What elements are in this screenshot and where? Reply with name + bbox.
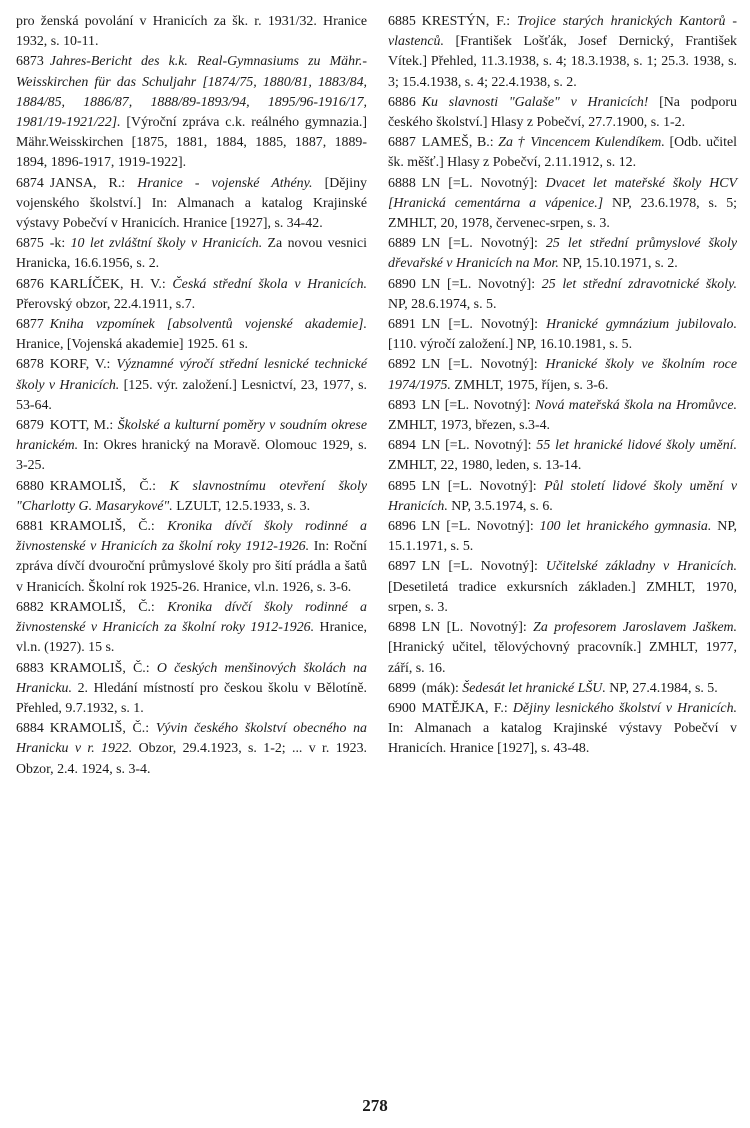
entry-text: [Výroční zpráva c.k. reálného gymnazia.] Mähr.Weisskirchen [1875, 1881, 1884, 1885, 1887, 1889-1894, 1896-1917, 1919-1922]. — [16, 115, 367, 171]
entry-title: Nová mateřská škola na Hromůvce. — [535, 397, 737, 413]
entry-text: NP, 27.4.1984, s. 5. — [605, 680, 718, 696]
entry-title: Za profesorem Jaroslavem Jaškem. — [533, 620, 738, 636]
entry-text: MATĚJKA, F.: — [421, 700, 513, 716]
entry-text: LN [=L. Novotný]: — [421, 397, 536, 413]
bibliography-entry — [16, 174, 367, 235]
entry-number: 6875 — [16, 236, 44, 252]
entry-text: NP, 28.6.1974, s. 5. — [388, 296, 497, 312]
entry-text: KARLÍČEK, H. V.: — [49, 276, 173, 292]
entry-text: KRAMOLIŠ, Č.: — [49, 660, 157, 676]
entry-text: In: Almanach a katalog Krajinské výstavy Pobečví v Hranicích. Hranice [1927], s. 43-48. — [388, 721, 737, 757]
bibliography-entry — [388, 174, 737, 235]
entry-text: Hranice, [Vojenská akademie] 1925. 61 s. — [16, 337, 248, 353]
entry-text: Za novou vesnici Hranicka, 16.6.1956, s. 2. — [16, 236, 368, 272]
entry-number: 6879 — [16, 418, 44, 434]
entry-text: In: Okres hranický na Moravě. Olomouc 1929, s. 3-25. — [16, 438, 367, 474]
entry-text: NP, 15.10.1971, s. 2. — [558, 256, 678, 272]
entry-title: Kniha vzpomínek [absolventů vojenské akademie]. — [49, 317, 367, 333]
entry-number: 6889 — [388, 236, 416, 252]
right-column — [388, 12, 737, 760]
entry-text: In: Roční zpráva dívčí dvouroční průmyslové školy pro šití prádla a šatů v Hranicích. Školní rok 1925-26. Hranice, vl.n. 1926, s. 3-6. — [16, 539, 367, 595]
entry-title: Půl století lidové školy umění v Hranicích. — [388, 478, 737, 514]
entry-text: ZMHLT, 22, 1980, leden, s. 13-14. — [388, 458, 582, 474]
bibliography-entry — [388, 517, 737, 557]
bibliography-entry — [16, 12, 367, 52]
entry-text: JANSA, R.: — [49, 175, 138, 191]
entry-text: LN [=L. Novotný]: — [421, 559, 546, 575]
entry-title: 55 let hranické lidové školy umění. — [536, 438, 737, 454]
entry-text: NP, 3.5.1974, s. 6. — [447, 498, 553, 514]
entry-title: O českých menšinových školách na Hranicku. — [16, 660, 367, 696]
bibliography-entry — [16, 52, 367, 173]
entry-number: 6873 — [16, 54, 44, 70]
entry-text: KOTT, M.: — [49, 418, 118, 434]
entry-text: NP, 15.1.1971, s. 5. — [388, 519, 737, 555]
entry-title: 10 let zvláštní školy v Hranicích. — [70, 236, 263, 252]
entry-text: KRAMOLIŠ, Č.: — [49, 519, 168, 535]
entry-number: 6882 — [16, 599, 44, 615]
entry-number: 6881 — [16, 519, 44, 535]
entry-number: 6892 — [388, 357, 416, 373]
entry-text: KRAMOLIŠ, Č.: — [49, 721, 156, 737]
entry-text: KRAMOLIŠ, Č.: — [49, 478, 170, 494]
entry-number: 6888 — [388, 175, 416, 191]
entry-text: pro ženská povolání v Hranicích za šk. r. 1931/32. Hranice 1932, s. 10-11. — [16, 14, 367, 50]
bibliography-entry — [388, 93, 737, 133]
entry-title: Hranice - vojenské Athény. — [137, 175, 313, 191]
entry-number: 6897 — [388, 559, 416, 575]
entry-number: 6890 — [388, 276, 416, 292]
entry-number: 6878 — [16, 357, 44, 373]
bibliography-entry — [16, 659, 367, 720]
bibliography-entry — [388, 679, 737, 699]
entry-text: -k: — [49, 236, 71, 252]
entry-number: 6900 — [388, 700, 416, 716]
entry-text: Obzor, 29.4.1923, s. 1-2; ... v r. 1923. Obzor, 2.4. 1924, s. 3-4. — [16, 741, 368, 777]
bibliography-entry — [16, 517, 367, 598]
entry-title: 25 let střední zdravotnické školy. — [541, 276, 737, 292]
entry-text: Hranice, vl.n. (1927). 15 s. — [16, 620, 367, 656]
entry-text: LN [L. Novotný]: — [421, 620, 534, 636]
entry-text: LAMEŠ, B.: — [421, 135, 499, 151]
entry-title: Hranické školy ve školním roce 1974/1975. — [388, 357, 737, 393]
bibliography-entry — [388, 699, 737, 760]
bibliography-entry — [16, 315, 367, 355]
entry-text: LN [=L. Novotný]: — [421, 357, 546, 373]
entry-title: Jahres-Bericht des k.k. Real-Gymnasiums zu Mähr.-Weisskirchen für das Schuljahr [1874/75, 1880/81, 1883/84, 1884/85, 1886/87, 1888/89-1893/94, 1895/96-1916/17, 1981/19-1921/22]. — [16, 54, 367, 131]
entry-text: KRAMOLIŠ, Č.: — [49, 599, 168, 615]
entry-title: Dějiny lesnického školství v Hranicích. — [512, 700, 737, 716]
entry-text: LN [=L. Novotný]: — [421, 317, 547, 333]
entry-text: LN [=L. Novotný]: — [421, 236, 546, 252]
bibliography-entry — [16, 477, 367, 517]
entry-text: [110. výročí založení.] NP, 16.10.1981, s. 5. — [388, 337, 633, 353]
entry-title: K slavnostnímu otevření školy "Charlotty G. Masarykové". — [16, 478, 367, 514]
entry-text: [Odb. učitel šk. měšť.] Hlasy z Pobečví, 2.11.1912, s. 12. — [388, 135, 738, 171]
entry-text: [125. výr. založení.] Lesnictví, 23, 1977, s. 53-64. — [16, 377, 368, 413]
entry-text: ZMHLT, 1973, březen, s.3-4. — [388, 418, 551, 434]
entry-text: LN [=L. Novotný]: — [421, 276, 542, 292]
entry-number: 6874 — [16, 175, 44, 191]
bibliography-entry — [388, 618, 737, 679]
entry-number: 6895 — [388, 478, 416, 494]
entry-title: Ku slavnosti "Galaše" v Hranicích! — [421, 94, 649, 110]
bibliography-entry — [388, 315, 737, 355]
bibliography-entry — [388, 12, 737, 93]
entry-text: [Desetiletá tradice exkursních základen.] ZMHLT, 1970, srpen, s. 3. — [388, 579, 737, 615]
entry-title: Učitelské základny v Hranicích. — [545, 559, 737, 575]
entry-title: 25 let střední průmyslové školy dřevařské v Hranicích na Mor. — [388, 236, 737, 272]
entry-text: KORF, V.: — [49, 357, 117, 373]
entry-text: 2. Hledání místností pro českou školu v Bělotíně. Přehled, 9.7.1932, s. 1. — [16, 680, 367, 716]
bibliography-entry — [16, 234, 367, 274]
entry-title: Školské a kulturní poměry v soudním okrese hranickém. — [16, 418, 367, 454]
entry-text: LN [=L. Novotný]: — [421, 175, 546, 191]
bibliography-entry — [16, 719, 367, 780]
page-number: 278 — [362, 1096, 388, 1115]
entry-text: [František Lošťák, Josef Dernický, František Vítek.] Přehled, 11.3.1938, s. 4; 18.3.1938, s. 1; 25.3. 1938, s. 3; 15.4.1938, s. 4; 22.4.1938, s. 2. — [388, 34, 737, 90]
entry-text: LZULT, 12.5.1933, s. 3. — [172, 498, 311, 514]
entry-text: LN [=L. Novotný]: — [421, 519, 540, 535]
entry-number: 6886 — [388, 94, 416, 110]
entry-number: 6877 — [16, 317, 44, 333]
bibliography-entry — [388, 275, 737, 315]
entry-number: 6893 — [388, 397, 416, 413]
entry-text: (mák): — [421, 680, 463, 696]
entry-title: Za † Vincencem Kulendíkem. — [498, 135, 665, 151]
entry-text: LN [=L. Novotný]: — [421, 478, 545, 494]
entry-text: KRESTÝN, F.: — [421, 14, 518, 29]
entry-number: 6887 — [388, 135, 416, 151]
bibliography-entry — [16, 416, 367, 477]
entry-title: Dvacet let mateřské školy HCV [Hranická cementárna a vápenice.] — [388, 175, 737, 211]
bibliography-entry — [16, 355, 367, 416]
entry-title: Hranické gymnázium jubilovalo. — [546, 317, 737, 333]
entry-number: 6880 — [16, 478, 44, 494]
bibliography-entry — [16, 275, 367, 315]
entry-text: [Na podporu českého školství.] Hlasy z Pobečví, 27.7.1900, s. 1-2. — [388, 94, 737, 131]
entry-title: Vývin českého školství obecného na Hranicku v r. 1922. — [16, 721, 367, 757]
entry-number: 6891 — [388, 317, 416, 333]
entry-text: NP, 23.6.1978, s. 5; ZMHLT, 20, 1978, červenec-srpen, s. 3. — [388, 195, 737, 232]
left-column — [16, 12, 367, 780]
entry-text: [Hranický učitel, tělovýchovný pracovník.] ZMHLT, 1977, září, s. 16. — [388, 640, 737, 676]
bibliography-entry — [388, 477, 737, 517]
entry-number: 6885 — [388, 14, 416, 29]
entry-text: Přerovský obzor, 22.4.1911, s.7. — [16, 296, 196, 312]
bibliography-entry — [388, 234, 737, 274]
entry-text: [Dějiny vojenského školství.] In: Almanach a katalog Krajinské výstavy Pobečví v Hranicích. Hranice [1927], s. 34-42. — [16, 175, 367, 232]
entry-title: 100 let hranického gymnasia. — [539, 519, 712, 535]
entry-number: 6899 — [388, 680, 416, 696]
entry-number: 6898 — [388, 620, 416, 636]
entry-title: Významné výročí střední lesnické technické školy v Hranicích. — [16, 357, 367, 393]
bibliography-entry — [16, 598, 367, 659]
entry-number: 6884 — [16, 721, 44, 737]
entry-text: ZMHLT, 1975, říjen, s. 3-6. — [450, 377, 609, 393]
entry-number: 6896 — [388, 519, 416, 535]
entry-title: Česká střední škola v Hranicích. — [172, 276, 367, 292]
entry-title: Šedesát let hranické LŠU. — [462, 680, 606, 696]
entry-text: LN [=L. Novotný]: — [421, 438, 537, 454]
bibliography-entry — [388, 436, 737, 476]
entry-number: 6883 — [16, 660, 44, 676]
bibliography-entry — [388, 133, 737, 173]
entry-title: Kronika dívčí školy rodinné a živnostenské v Hranicích za školní roky 1912-1926. — [16, 599, 367, 636]
entry-number: 6876 — [16, 276, 44, 292]
bibliography-entry — [388, 557, 737, 618]
entry-title: Kronika dívčí školy rodinné a živnostenské v Hranicích za školní roky 1912-1926. — [16, 519, 367, 555]
entry-title: Trojice starých hranických Kantorů - vlastenců. — [388, 14, 737, 50]
bibliography-entry — [388, 396, 737, 436]
bibliography-entry — [388, 355, 737, 395]
entry-number: 6894 — [388, 438, 416, 454]
